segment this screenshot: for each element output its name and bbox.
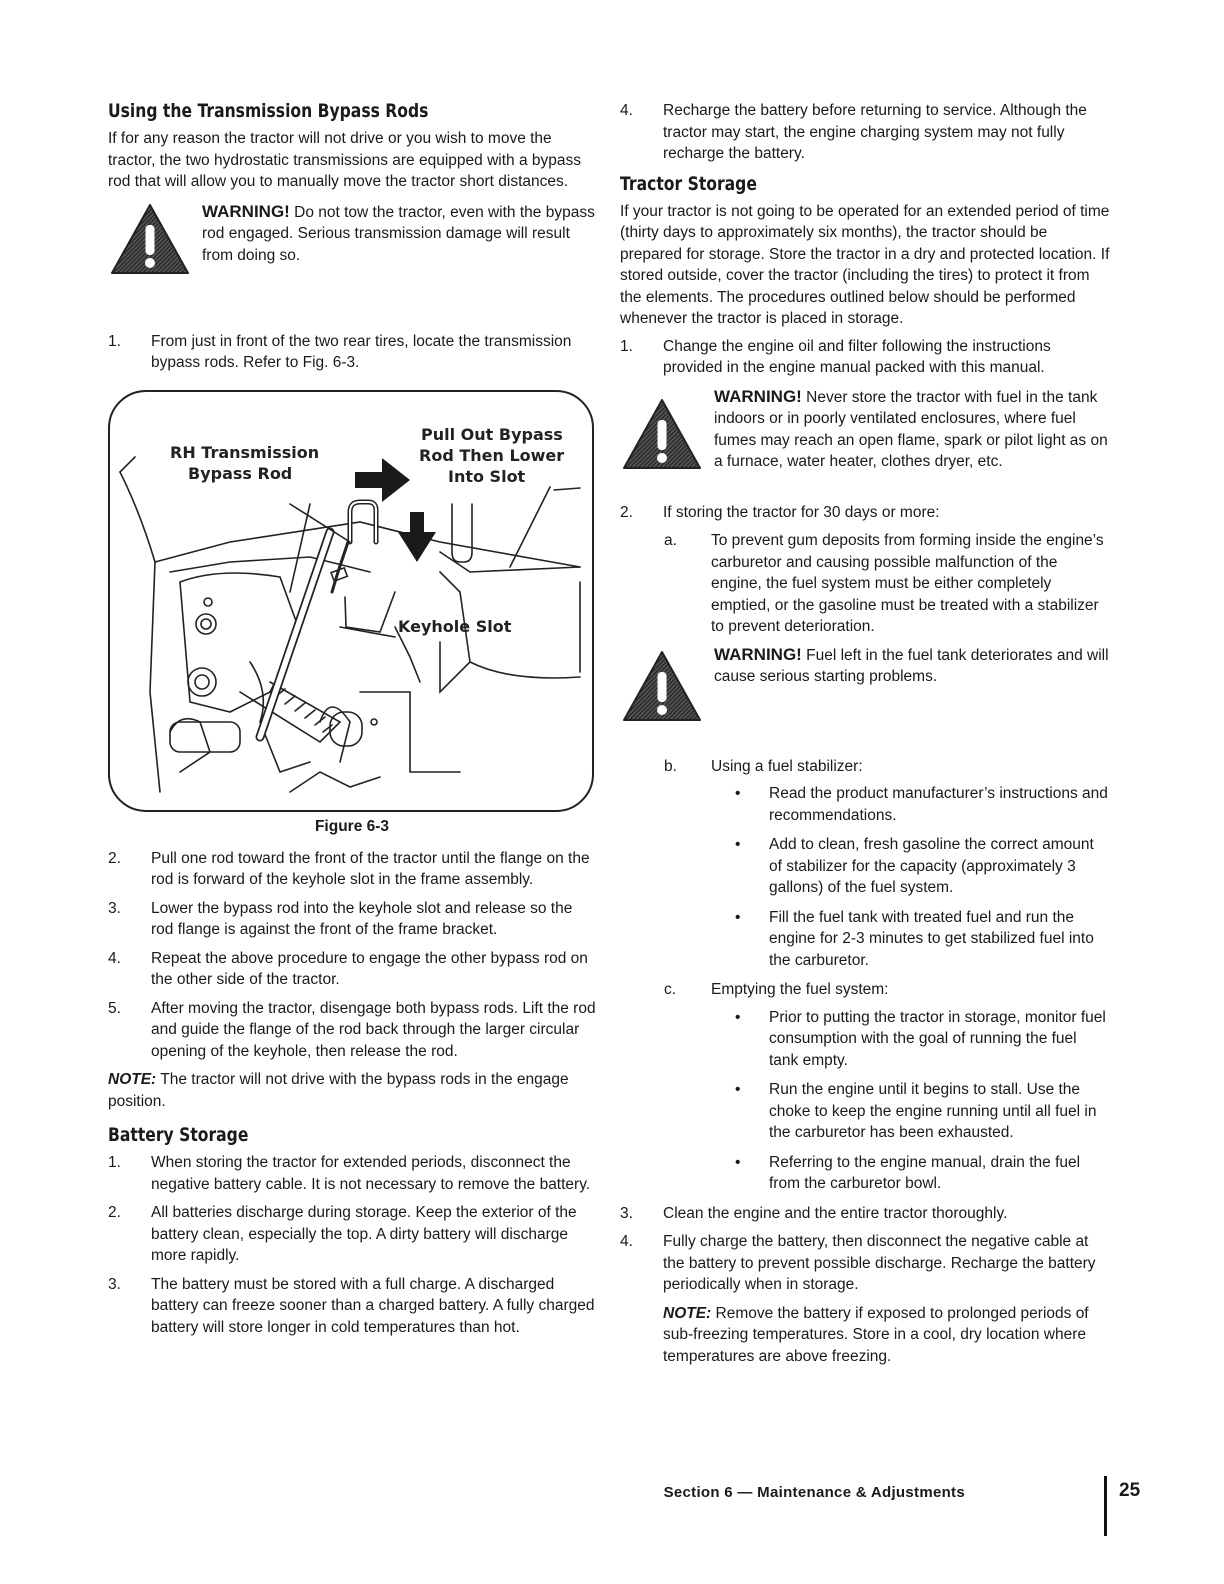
warning-triangle-icon — [620, 396, 704, 472]
warning-tow — [108, 201, 596, 293]
section-title: Section 6 — Maintenance & Adjustments — [663, 1484, 965, 1501]
bypass-step-4 — [108, 948, 596, 991]
battery-step-2 — [108, 1202, 596, 1267]
storage-heading: Tractor Storage — [620, 172, 757, 195]
step-number: 4. — [620, 102, 633, 119]
storage-intro: If your tractor is not going to be operated for an extended period of time (thirty days to approximately six months), the tractor should be prepared for storage. Store the tractor in a dry and protected location. If stored outside, cover the tractor (including the tires) to protect it from the elements. The procedures outlined below should be performed whenever the tractor is placed in storage. — [620, 202, 1110, 327]
step-text: The battery must be stored with a full charge. A discharged battery can freeze sooner than a charged battery. A fully charged battery will store longer in cold temperatures than hot. — [151, 1275, 595, 1336]
bullet-dot: • — [735, 1153, 741, 1171]
warning-text: Never store the tractor with fuel in the tank indoors or in poorly ventilated enclosures, where fuel fumes may reach an open flame, spark or pilot light as on a furnace, water heater, clothes dryer, etc. — [714, 388, 1108, 470]
substep-text: Emptying the fuel system: — [711, 981, 889, 998]
bullet-item — [717, 834, 1110, 899]
label-keyhole-slot: Keyhole Slot — [398, 616, 512, 636]
step-text: Recharge the battery before returning to service. Although the tractor may start, the engine charging system may not fully recharge the battery. — [663, 102, 1087, 162]
storage-step-4 — [620, 1231, 1110, 1296]
bullet-item — [717, 1007, 1110, 1072]
step-number: 4. — [620, 1233, 633, 1250]
substep-a — [664, 530, 1110, 638]
step-number: 4. — [108, 949, 121, 967]
bullet-dot: • — [735, 908, 741, 926]
step-text: Repeat the above procedure to engage the other bypass rod on the other side of the tractor. — [151, 949, 588, 988]
step-text: When storing the tractor for extended periods, disconnect the negative battery cable. It is not necessary to remove the battery. — [151, 1154, 591, 1193]
step-text: Lower the bypass rod into the keyhole slot and release so the rod flange is against the front of the frame bracket. — [151, 899, 573, 938]
step-text: Fully charge the battery, then disconnect the negative cable at the battery to prevent possible discharge. Recharge the battery periodically when in storage. — [663, 1233, 1096, 1293]
figure-caption: Figure 6-3 — [314, 817, 390, 835]
step-text: Pull one rod toward the front of the tractor until the flange on the rod is forward of the keyhole slot in the frame assembly. — [151, 849, 590, 888]
bypass-step-2 — [108, 848, 596, 891]
label-pull-out: Pull Out Bypass — [421, 424, 563, 444]
step-number: 1. — [620, 337, 633, 355]
page-footer — [663, 1476, 1141, 1536]
step-number: 2. — [620, 503, 633, 521]
substep-text: Using a fuel stabilizer: — [711, 757, 863, 775]
note-label: NOTE: — [663, 1304, 712, 1322]
footer-divider — [1104, 1476, 1107, 1536]
bullet-dot: • — [735, 1081, 741, 1098]
bullet-dot: • — [735, 836, 741, 853]
bypass-step-3 — [108, 898, 596, 941]
bullet-text: Add to clean, fresh gasoline the correct amount of stabilizer for the capacity (approximately 3 gallons) of the fuel system. — [769, 836, 1094, 896]
substep-c — [664, 979, 1110, 1001]
note-text: Remove the battery if exposed to prolonged periods of sub-freezing temperatures. Store in a cool, dry location where temperatures are above freezing. — [663, 1304, 1089, 1365]
step-number: 1. — [108, 332, 121, 350]
step-text: All batteries discharge during storage. Keep the exterior of the battery clean, especially the top. A dirty battery will discharge more rapidly. — [151, 1204, 577, 1264]
step-number: 5. — [108, 999, 121, 1017]
substep-letter: a. — [664, 532, 677, 549]
step-number: 3. — [108, 1275, 121, 1293]
battery-step-4 — [620, 100, 1110, 165]
warning-fuel-indoors — [620, 386, 1110, 496]
page-number: 25 — [1119, 1480, 1141, 1501]
battery-step-1 — [108, 1152, 596, 1195]
label-rod-then-lower: Rod Then Lower — [419, 445, 565, 465]
note-label: NOTE: — [108, 1071, 157, 1088]
warning-text: Fuel left in the fuel tank deteriorates and will cause serious starting problems. — [714, 646, 1109, 685]
bullet-text: Referring to the engine manual, drain the fuel from the carburetor bowl. — [769, 1153, 1081, 1192]
substep-letter: b. — [664, 757, 677, 775]
step-number: 3. — [620, 1204, 633, 1222]
step-text: Change the engine oil and filter following the instructions provided in the engine manual packed with this manual. — [663, 337, 1051, 376]
warning-label: WARNING! — [202, 201, 290, 221]
warning-triangle-icon — [108, 201, 192, 277]
bullet-item — [717, 1152, 1110, 1195]
warning-label: WARNING! — [714, 644, 802, 664]
bullet-item — [717, 1079, 1110, 1144]
bypass-note — [108, 1069, 596, 1112]
step-text: After moving the tractor, disengage both bypass rods. Lift the rod and guide the flange of the rod back through the larger circular opening of the keyhole, then release the rod. — [151, 999, 596, 1060]
bullet-dot: • — [735, 1008, 741, 1026]
storage-step-3 — [620, 1203, 1110, 1225]
figure-6-3 — [108, 390, 594, 812]
storage-step-2 — [620, 502, 1110, 524]
warning-label: WARNING! — [714, 386, 802, 406]
label-into-slot: Into Slot — [448, 466, 526, 486]
bullet-text: Run the engine until it begins to stall. Use the choke to keep the engine running until all fuel in the carburetor has been exhausted. — [769, 1081, 1097, 1141]
right-column — [620, 100, 1110, 1367]
bypass-heading: Using the Transmission Bypass Rods — [108, 100, 429, 122]
step-number: 1. — [108, 1154, 121, 1171]
step-number: 2. — [108, 1204, 121, 1221]
label-rh-transmission: RH Transmission — [170, 442, 320, 462]
bypass-intro: If for any reason the tractor will not drive or you wish to move the tractor, the two hydrostatic transmissions are equipped with a bypass rod that will allow you to manually move the tractor short distances. — [108, 130, 581, 190]
warning-text: Do not tow the tractor, even with the bypass rod engaged. Serious transmission damage will result from doing so. — [202, 203, 595, 264]
step-text: Clean the engine and the entire tractor thoroughly. — [663, 1204, 1008, 1222]
warning-triangle-icon — [620, 648, 704, 724]
substep-letter: c. — [664, 981, 677, 998]
warning-fuel-deteriorates — [620, 644, 1110, 736]
storage-note — [663, 1303, 1110, 1368]
label-bypass-rod: Bypass Rod — [188, 463, 293, 483]
step-text: From just in front of the two rear tires, locate the transmission bypass rods. Refer to Fig. 6-3. — [151, 332, 572, 371]
bullet-dot: • — [735, 785, 741, 802]
bypass-rod-illustration — [110, 392, 592, 810]
bypass-step-5 — [108, 998, 596, 1063]
bullet-text: Read the product manufacturer’s instructions and recommendations. — [769, 785, 1108, 824]
bullet-item — [717, 907, 1110, 972]
left-column — [108, 100, 596, 1345]
bullet-text: Prior to putting the tractor in storage, monitor fuel consumption with the goal of running the fuel tank empty. — [769, 1008, 1106, 1069]
step-number: 3. — [108, 899, 121, 917]
substep-text: To prevent gum deposits from forming inside the engine’s carburetor and causing possible malfunction of the engine, the fuel system must be either completely emptied, or the gasoline must be treated with a stabilizer to prevent deterioration. — [711, 532, 1104, 635]
substep-b — [664, 756, 1110, 778]
step-number: 2. — [108, 849, 121, 867]
battery-step-3 — [108, 1274, 596, 1339]
battery-heading: Battery Storage — [108, 1124, 249, 1146]
bullet-item — [717, 783, 1110, 826]
bypass-step-1 — [108, 331, 596, 374]
note-text: The tractor will not drive with the bypass rods in the engage position. — [108, 1071, 569, 1110]
bullet-text: Fill the fuel tank with treated fuel and run the engine for 2-3 minutes to get stabilized fuel into the carburetor. — [769, 908, 1094, 969]
storage-step-1 — [620, 336, 1110, 379]
step-text: If storing the tractor for 30 days or more: — [663, 503, 940, 521]
